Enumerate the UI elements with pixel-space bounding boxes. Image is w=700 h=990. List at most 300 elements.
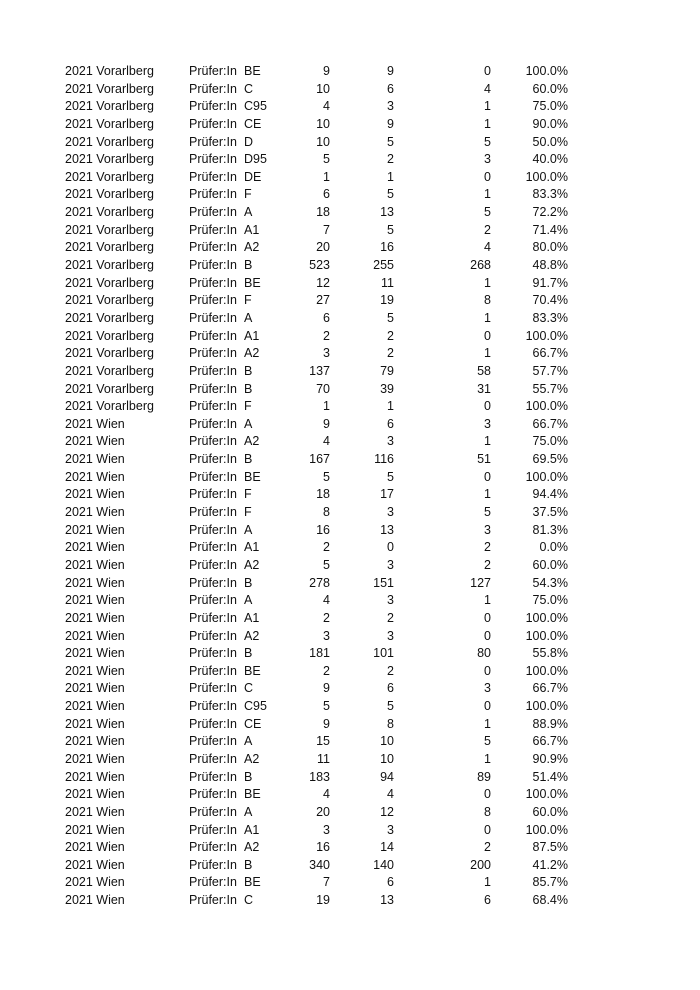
passed-count-cell: 1 [387, 399, 394, 414]
passed-count-cell: 2 [387, 663, 394, 678]
total-count-cell: 3 [323, 346, 330, 361]
year-region-cell: 2021 Vorarlberg [65, 81, 154, 96]
license-class-cell: B [244, 258, 253, 273]
license-class-cell: B [244, 363, 253, 378]
role-cell: Prüfer:In [189, 804, 237, 819]
total-count-cell: 16 [316, 522, 330, 537]
pass-rate-cell: 60.0% [532, 804, 568, 819]
passed-count-cell: 5 [387, 187, 394, 202]
total-count-cell: 340 [309, 857, 330, 872]
year-region-cell: 2021 Wien [65, 487, 125, 502]
role-cell: Prüfer:In [189, 310, 237, 325]
table-row [0, 81, 700, 99]
passed-count-cell: 10 [380, 751, 394, 766]
pass-rate-cell: 50.0% [532, 134, 568, 149]
pass-rate-cell: 60.0% [532, 81, 568, 96]
year-region-cell: 2021 Wien [65, 416, 125, 431]
failed-count-cell: 4 [484, 81, 491, 96]
role-cell: Prüfer:In [189, 751, 237, 766]
year-region-cell: 2021 Vorarlberg [65, 363, 154, 378]
table-row [0, 398, 700, 416]
table-row [0, 381, 700, 399]
role-cell: Prüfer:In [189, 840, 237, 855]
failed-count-cell: 1 [484, 875, 491, 890]
failed-count-cell: 31 [477, 381, 491, 396]
passed-count-cell: 5 [387, 699, 394, 714]
failed-count-cell: 2 [484, 540, 491, 555]
license-class-cell: BE [244, 275, 261, 290]
table-row [0, 522, 700, 540]
role-cell: Prüfer:In [189, 81, 237, 96]
license-class-cell: A [244, 734, 253, 749]
table-row [0, 486, 700, 504]
passed-count-cell: 10 [380, 734, 394, 749]
total-count-cell: 7 [323, 222, 330, 237]
year-region-cell: 2021 Wien [65, 469, 125, 484]
license-class-cell: A1 [244, 610, 260, 625]
license-class-cell: A [244, 416, 253, 431]
pass-rate-cell: 100.0% [525, 469, 568, 484]
pass-rate-cell: 100.0% [525, 328, 568, 343]
table-row [0, 575, 700, 593]
year-region-cell: 2021 Vorarlberg [65, 64, 154, 78]
license-class-cell: A2 [244, 240, 260, 255]
license-class-cell: F [244, 293, 252, 308]
pass-rate-cell: 66.7% [532, 346, 568, 361]
table-row [0, 169, 700, 187]
license-class-cell: C [244, 81, 254, 96]
failed-count-cell: 1 [484, 751, 491, 766]
table-row [0, 451, 700, 469]
total-count-cell: 9 [323, 681, 330, 696]
license-class-cell: BE [244, 469, 261, 484]
passed-count-cell: 2 [387, 152, 394, 167]
year-region-cell: 2021 Wien [65, 663, 125, 678]
passed-count-cell: 9 [387, 64, 394, 78]
passed-count-cell: 101 [373, 646, 394, 661]
failed-count-cell: 51 [477, 452, 491, 467]
table-row [0, 786, 700, 804]
passed-count-cell: 3 [387, 505, 394, 520]
total-count-cell: 5 [323, 557, 330, 572]
license-class-cell: C95 [244, 699, 267, 714]
failed-count-cell: 1 [484, 310, 491, 325]
total-count-cell: 9 [323, 416, 330, 431]
pass-rate-cell: 51.4% [532, 769, 568, 784]
failed-count-cell: 1 [484, 716, 491, 731]
year-region-cell: 2021 Wien [65, 593, 125, 608]
passed-count-cell: 3 [387, 628, 394, 643]
role-cell: Prüfer:In [189, 399, 237, 414]
table-row [0, 822, 700, 840]
license-class-cell: B [244, 381, 253, 396]
passed-count-cell: 151 [373, 575, 394, 590]
table-row [0, 557, 700, 575]
license-class-cell: C [244, 681, 254, 696]
pass-rate-cell: 85.7% [532, 875, 568, 890]
failed-count-cell: 6 [484, 893, 491, 908]
table-row [0, 680, 700, 698]
license-class-cell: C95 [244, 99, 267, 114]
table-row [0, 716, 700, 734]
failed-count-cell: 0 [484, 663, 491, 678]
passed-count-cell: 11 [381, 275, 394, 290]
year-region-cell: 2021 Vorarlberg [65, 222, 154, 237]
role-cell: Prüfer:In [189, 328, 237, 343]
year-region-cell: 2021 Wien [65, 893, 125, 908]
year-region-cell: 2021 Wien [65, 522, 125, 537]
passed-count-cell: 116 [374, 452, 394, 467]
license-class-cell: BE [244, 663, 261, 678]
pass-rate-cell: 66.7% [532, 734, 568, 749]
failed-count-cell: 4 [484, 240, 491, 255]
license-class-cell: A1 [244, 540, 260, 555]
year-region-cell: 2021 Wien [65, 751, 125, 766]
year-region-cell: 2021 Vorarlberg [65, 240, 154, 255]
year-region-cell: 2021 Vorarlberg [65, 310, 154, 325]
year-region-cell: 2021 Wien [65, 699, 125, 714]
pass-rate-cell: 90.9% [532, 751, 568, 766]
failed-count-cell: 3 [484, 152, 491, 167]
table-row [0, 98, 700, 116]
pass-rate-cell: 87.5% [532, 840, 568, 855]
pass-rate-cell: 100.0% [525, 822, 568, 837]
year-region-cell: 2021 Wien [65, 822, 125, 837]
total-count-cell: 1 [323, 399, 330, 414]
failed-count-cell: 200 [470, 857, 491, 872]
license-class-cell: BE [244, 875, 261, 890]
role-cell: Prüfer:In [189, 64, 237, 78]
total-count-cell: 167 [309, 452, 330, 467]
role-cell: Prüfer:In [189, 205, 237, 220]
year-region-cell: 2021 Wien [65, 505, 125, 520]
total-count-cell: 2 [323, 328, 330, 343]
failed-count-cell: 3 [484, 416, 491, 431]
pass-rate-cell: 100.0% [525, 663, 568, 678]
pass-rate-cell: 100.0% [525, 169, 568, 184]
role-cell: Prüfer:In [189, 663, 237, 678]
total-count-cell: 6 [323, 310, 330, 325]
pass-rate-cell: 90.0% [532, 116, 568, 131]
year-region-cell: 2021 Vorarlberg [65, 399, 154, 414]
passed-count-cell: 6 [387, 875, 394, 890]
passed-count-cell: 13 [380, 522, 394, 537]
pass-rate-cell: 75.0% [532, 99, 568, 114]
role-cell: Prüfer:In [189, 346, 237, 361]
license-class-cell: B [244, 769, 253, 784]
total-count-cell: 5 [323, 699, 330, 714]
passed-count-cell: 6 [387, 416, 394, 431]
role-cell: Prüfer:In [189, 416, 237, 431]
role-cell: Prüfer:In [189, 381, 237, 396]
failed-count-cell: 2 [484, 222, 491, 237]
role-cell: Prüfer:In [189, 646, 237, 661]
total-count-cell: 1 [323, 169, 330, 184]
total-count-cell: 10 [316, 134, 330, 149]
total-count-cell: 11 [317, 751, 330, 766]
pass-rate-cell: 57.7% [532, 363, 568, 378]
pass-rate-cell: 75.0% [532, 593, 568, 608]
table-row [0, 733, 700, 751]
total-count-cell: 10 [316, 116, 330, 131]
passed-count-cell: 16 [380, 240, 394, 255]
passed-count-cell: 3 [387, 434, 394, 449]
year-region-cell: 2021 Wien [65, 716, 125, 731]
table-row [0, 751, 700, 769]
table-row [0, 134, 700, 152]
role-cell: Prüfer:In [189, 169, 237, 184]
pass-rate-cell: 100.0% [525, 628, 568, 643]
year-region-cell: 2021 Vorarlberg [65, 134, 154, 149]
pass-rate-cell: 69.5% [532, 452, 568, 467]
table-row [0, 857, 700, 875]
pass-rate-cell: 48.8% [532, 258, 568, 273]
role-cell: Prüfer:In [189, 575, 237, 590]
failed-count-cell: 0 [484, 787, 491, 802]
role-cell: Prüfer:In [189, 469, 237, 484]
role-cell: Prüfer:In [189, 734, 237, 749]
year-region-cell: 2021 Wien [65, 840, 125, 855]
pass-rate-cell: 40.0% [532, 152, 568, 167]
pass-rate-cell: 100.0% [525, 610, 568, 625]
table-row [0, 345, 700, 363]
pass-rate-cell: 66.7% [532, 681, 568, 696]
pass-rate-cell: 72.2% [532, 205, 568, 220]
year-region-cell: 2021 Wien [65, 875, 125, 890]
role-cell: Prüfer:In [189, 540, 237, 555]
license-class-cell: A2 [244, 840, 260, 855]
table-row [0, 663, 700, 681]
passed-count-cell: 39 [380, 381, 394, 396]
role-cell: Prüfer:In [189, 99, 237, 114]
role-cell: Prüfer:In [189, 134, 237, 149]
total-count-cell: 19 [316, 893, 330, 908]
passed-count-cell: 5 [387, 310, 394, 325]
table-row [0, 504, 700, 522]
table-row [0, 63, 700, 81]
total-count-cell: 7 [323, 875, 330, 890]
pass-rate-cell: 94.4% [532, 487, 568, 502]
role-cell: Prüfer:In [189, 716, 237, 731]
total-count-cell: 4 [323, 99, 330, 114]
license-class-cell: A1 [244, 222, 260, 237]
pass-rate-cell: 54.3% [532, 575, 568, 590]
license-class-cell: F [244, 505, 252, 520]
failed-count-cell: 1 [484, 187, 491, 202]
license-class-cell: B [244, 857, 253, 872]
table-row [0, 645, 700, 663]
total-count-cell: 3 [323, 628, 330, 643]
total-count-cell: 18 [316, 487, 330, 502]
pass-rate-cell: 41.2% [532, 857, 568, 872]
passed-count-cell: 13 [380, 893, 394, 908]
pass-rate-cell: 75.0% [532, 434, 568, 449]
pass-rate-cell: 100.0% [525, 399, 568, 414]
pass-rate-cell: 37.5% [532, 505, 568, 520]
total-count-cell: 18 [316, 205, 330, 220]
failed-count-cell: 80 [477, 646, 491, 661]
year-region-cell: 2021 Vorarlberg [65, 293, 154, 308]
total-count-cell: 137 [309, 363, 330, 378]
total-count-cell: 15 [316, 734, 330, 749]
year-region-cell: 2021 Vorarlberg [65, 152, 154, 167]
total-count-cell: 12 [316, 275, 330, 290]
total-count-cell: 181 [309, 646, 330, 661]
failed-count-cell: 3 [484, 681, 491, 696]
year-region-cell: 2021 Wien [65, 575, 125, 590]
license-class-cell: D [244, 134, 254, 149]
license-class-cell: F [244, 487, 252, 502]
failed-count-cell: 5 [484, 134, 491, 149]
total-count-cell: 70 [316, 381, 330, 396]
role-cell: Prüfer:In [189, 187, 237, 202]
role-cell: Prüfer:In [189, 769, 237, 784]
license-class-cell: A2 [244, 557, 260, 572]
role-cell: Prüfer:In [189, 487, 237, 502]
license-class-cell: A1 [244, 822, 260, 837]
table-row [0, 610, 700, 628]
passed-count-cell: 2 [387, 610, 394, 625]
total-count-cell: 6 [323, 187, 330, 202]
passed-count-cell: 17 [380, 487, 394, 502]
table-row [0, 328, 700, 346]
table-row [0, 239, 700, 257]
role-cell: Prüfer:In [189, 452, 237, 467]
year-region-cell: 2021 Vorarlberg [65, 187, 154, 202]
pass-rate-cell: 83.3% [532, 187, 568, 202]
license-class-cell: A2 [244, 346, 260, 361]
passed-count-cell: 13 [380, 205, 394, 220]
year-region-cell: 2021 Wien [65, 610, 125, 625]
total-count-cell: 9 [323, 64, 330, 78]
table-row [0, 804, 700, 822]
table-row [0, 363, 700, 381]
passed-count-cell: 6 [387, 681, 394, 696]
failed-count-cell: 1 [484, 275, 491, 290]
table-row [0, 839, 700, 857]
year-region-cell: 2021 Vorarlberg [65, 169, 154, 184]
failed-count-cell: 8 [484, 804, 491, 819]
license-class-cell: D95 [244, 152, 267, 167]
passed-count-cell: 94 [380, 769, 394, 784]
failed-count-cell: 0 [484, 64, 491, 78]
failed-count-cell: 0 [484, 169, 491, 184]
role-cell: Prüfer:In [189, 505, 237, 520]
table-row [0, 116, 700, 134]
year-region-cell: 2021 Vorarlberg [65, 205, 154, 220]
year-region-cell: 2021 Wien [65, 857, 125, 872]
failed-count-cell: 1 [484, 487, 491, 502]
role-cell: Prüfer:In [189, 610, 237, 625]
failed-count-cell: 0 [484, 628, 491, 643]
table-row [0, 275, 700, 293]
failed-count-cell: 2 [484, 840, 491, 855]
passed-count-cell: 2 [387, 346, 394, 361]
role-cell: Prüfer:In [189, 857, 237, 872]
failed-count-cell: 0 [484, 610, 491, 625]
failed-count-cell: 2 [484, 557, 491, 572]
year-region-cell: 2021 Vorarlberg [65, 275, 154, 290]
failed-count-cell: 0 [484, 328, 491, 343]
failed-count-cell: 1 [484, 434, 491, 449]
failed-count-cell: 89 [477, 769, 491, 784]
license-class-cell: C [244, 893, 254, 908]
total-count-cell: 10 [316, 81, 330, 96]
license-class-cell: A [244, 522, 253, 537]
table-row [0, 433, 700, 451]
pass-rate-cell: 100.0% [525, 699, 568, 714]
license-class-cell: A2 [244, 628, 260, 643]
license-class-cell: B [244, 646, 253, 661]
role-cell: Prüfer:In [189, 293, 237, 308]
year-region-cell: 2021 Wien [65, 734, 125, 749]
year-region-cell: 2021 Wien [65, 646, 125, 661]
failed-count-cell: 5 [484, 505, 491, 520]
role-cell: Prüfer:In [189, 152, 237, 167]
license-class-cell: B [244, 452, 253, 467]
passed-count-cell: 5 [387, 469, 394, 484]
table-row [0, 416, 700, 434]
failed-count-cell: 127 [470, 575, 491, 590]
pass-rate-cell: 88.9% [532, 716, 568, 731]
role-cell: Prüfer:In [189, 522, 237, 537]
failed-count-cell: 1 [484, 116, 491, 131]
year-region-cell: 2021 Vorarlberg [65, 328, 154, 343]
pass-rate-cell: 81.3% [532, 522, 568, 537]
data-table [0, 63, 700, 910]
total-count-cell: 2 [323, 540, 330, 555]
pass-rate-cell: 55.8% [532, 646, 568, 661]
license-class-cell: A1 [244, 328, 260, 343]
license-class-cell: A [244, 205, 253, 220]
role-cell: Prüfer:In [189, 681, 237, 696]
pass-rate-cell: 71.4% [532, 222, 568, 237]
passed-count-cell: 3 [387, 822, 394, 837]
role-cell: Prüfer:In [189, 875, 237, 890]
pass-rate-cell: 55.7% [532, 381, 568, 396]
pass-rate-cell: 68.4% [532, 893, 568, 908]
total-count-cell: 2 [323, 610, 330, 625]
total-count-cell: 27 [316, 293, 330, 308]
total-count-cell: 8 [323, 505, 330, 520]
role-cell: Prüfer:In [189, 699, 237, 714]
license-class-cell: A2 [244, 434, 260, 449]
failed-count-cell: 268 [470, 258, 491, 273]
license-class-cell: A [244, 593, 253, 608]
failed-count-cell: 5 [484, 205, 491, 220]
passed-count-cell: 6 [387, 81, 394, 96]
total-count-cell: 5 [323, 469, 330, 484]
failed-count-cell: 1 [484, 99, 491, 114]
table-row [0, 310, 700, 328]
table-row [0, 186, 700, 204]
pass-rate-cell: 100.0% [525, 787, 568, 802]
total-count-cell: 523 [309, 258, 330, 273]
failed-count-cell: 1 [484, 593, 491, 608]
role-cell: Prüfer:In [189, 787, 237, 802]
year-region-cell: 2021 Vorarlberg [65, 116, 154, 131]
passed-count-cell: 3 [387, 593, 394, 608]
pass-rate-cell: 80.0% [532, 240, 568, 255]
table-row [0, 698, 700, 716]
license-class-cell: B [244, 575, 253, 590]
license-class-cell: BE [244, 787, 261, 802]
total-count-cell: 4 [323, 787, 330, 802]
license-class-cell: A [244, 310, 253, 325]
role-cell: Prüfer:In [189, 557, 237, 572]
table-row [0, 469, 700, 487]
passed-count-cell: 5 [387, 222, 394, 237]
